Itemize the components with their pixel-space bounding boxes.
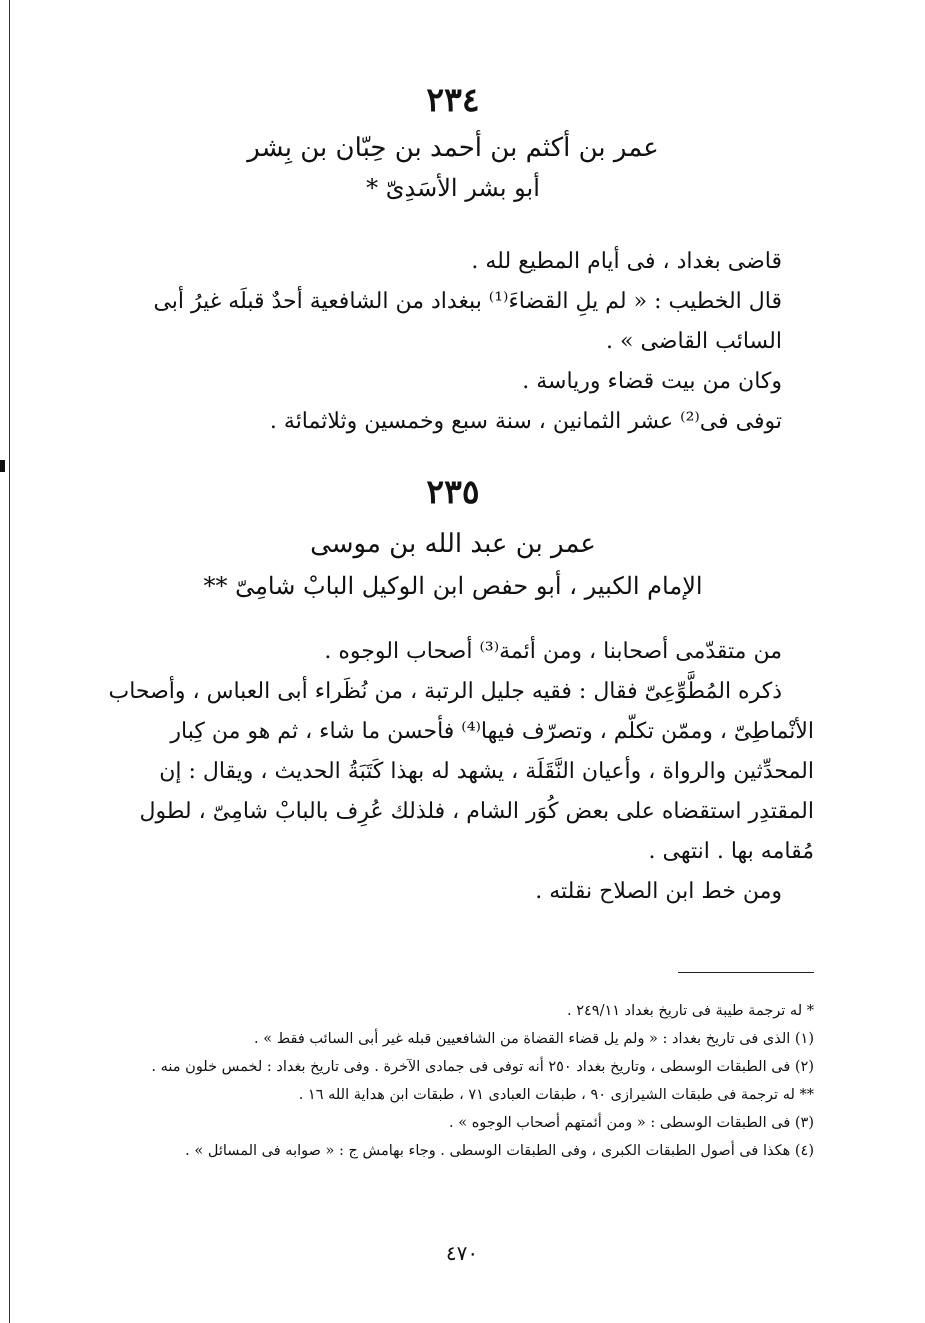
entry-number: ٢٣٥ [426, 472, 480, 511]
entry-number: ٢٣٤ [426, 80, 480, 119]
footnote: (٤) هكذا فى أصول الطبقات الكبرى ، وفى الطبقات الوسطى . وجاء بهامش ج : « صوابه فى المسائل » . [185, 1143, 814, 1159]
margin-mark [0, 460, 5, 472]
footnote: (٣) فى الطبقات الوسطى : « ومن أئمتهم أصحاب الوجوه » . [449, 1115, 814, 1131]
footnote: (١) الذى فى تاريخ بغداد : « ولم يل قضاء القضاة من الشافعيين قبله غير أبى السائب فقط » . [254, 1031, 814, 1047]
footnote-separator [678, 972, 814, 973]
paragraph: ذكره المُطَّوِّعِىّ فقال : فقيه جليل الرتبة ، من نُظَراء أبى العباس ، وأصحاب الأنْماطِىّ ، وممّن تكلّم ، وتصرّف فيها⁽⁴⁾ فأحسن ما شاء ، ثم هو من كِبار المحدِّثين والرواة ، وأعيان النَّقَلَة ، يشهد له بهذا كَتَبَةُ الحديث ، ويقال : إن المقتدِر استقضاه على بعض كُوَر الشام ، فلذلك عُرِف بالبابْ شامِىّ ، لطول مُقامه بها . انتهى . [108, 679, 814, 864]
footnote: * له ترجمة طيبة فى تاريخ بغداد ٢٤٩/١١ . [567, 1003, 814, 1019]
paragraph: من متقدّمى أصحابنا ، ومن أئمة⁽³⁾ أصحاب الوجوه . [324, 639, 782, 664]
paragraph: وكان من بيت قضاء ورياسة . [522, 369, 782, 394]
entry-title: عمر بن عبد الله بن موسى [310, 529, 596, 559]
footnote: ** له ترجمة فى طبقات الشيرازى ٩٠ ، طبقات العبادى ٧١ ، طبقات ابن هداية الله ١٦ . [298, 1087, 814, 1103]
page-number: ٤٧٠ [445, 1241, 479, 1265]
entry-subtitle: الإمام الكبير ، أبو حفص ابن الوكيل البابْ شامِىّ ** [203, 572, 703, 600]
entry-body [92, 242, 814, 442]
entry-title: عمر بن أكثم بن أحمد بن حِبّان بن بِشر [247, 133, 659, 163]
paragraph: قاضى بغداد ، فى أيام المطيع لله . [471, 249, 782, 274]
paragraph: ومن خط ابن الصلاح نقلته . [535, 879, 782, 904]
paragraph: توفى فى⁽²⁾ عشر الثمانين ، سنة سبع وخمسين وثلاثمائة . [269, 409, 782, 434]
entry-subtitle: أبو بشر الأسَدِىّ * [366, 174, 540, 202]
footnotes [92, 997, 814, 1165]
paragraph: قال الخطيب : « لم يلِ القضاءَ⁽¹⁾ ببغداد من الشافعية أحدٌ قبلَه غيرُ أبى السائب القاضى » . [153, 289, 782, 354]
page-edge-line [9, 0, 10, 1323]
entry-235 [92, 472, 814, 912]
footnote: (٢) فى الطبقات الوسطى ، وتاريخ بغداد ٢٥٠ أنه توفى فى جمادى الآخرة . وفى تاريخ بغداد : لخمس خلون منه . [151, 1059, 814, 1075]
entry-234 [92, 80, 814, 442]
entry-body [92, 632, 814, 912]
